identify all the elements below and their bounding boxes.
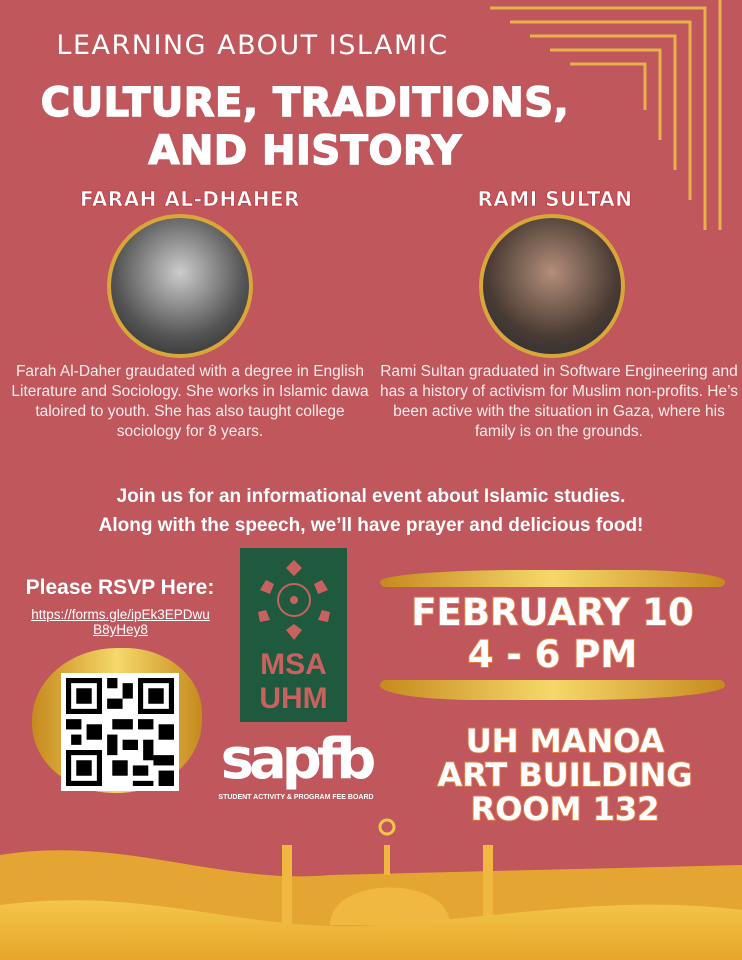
qr-code-icon [66, 678, 174, 786]
speaker-photo-rami [479, 214, 625, 358]
title-line-2: CULTURE, TRADITIONS, [40, 80, 570, 126]
join-text-line-1: Join us for an informational event about Islamic studies. [116, 486, 626, 507]
event-location-line-2: ART BUILDING [437, 756, 693, 794]
mosque-silhouette-decoration [0, 815, 742, 960]
rsvp-link[interactable]: https://forms.gle/ipEk3EPDwuB8yHey8 [31, 607, 210, 637]
rsvp-heading: Please RSVP Here: [25, 576, 215, 599]
speaker-photo-farah [107, 214, 253, 358]
rsvp-qr-code[interactable] [61, 673, 179, 791]
title-line-3: AND HISTORY [148, 128, 462, 174]
msa-text: MSA [260, 648, 327, 681]
sapfb-logo: sapfb [220, 727, 372, 792]
speaker-bio-farah: Farah Al-Daher graudated with a degree in English Literature and Sociology. She works in Islamic dawa taloired to youth. She has also taught college sociology for 8 years. [11, 363, 369, 440]
event-date: FEBRUARY 10 [411, 591, 694, 634]
msa-flower-icon [258, 560, 330, 640]
gold-wave-bottom [380, 680, 725, 700]
msa-uhm-logo [240, 548, 347, 722]
gold-wave-top [380, 570, 725, 587]
uhm-text: UHM [259, 682, 328, 715]
speaker-name-farah: FARAH AL-DHAHER [79, 187, 301, 211]
sapfb-subtitle: STUDENT ACTIVITY & PROGRAM FEE BOARD [218, 794, 374, 801]
event-location-line-1: UH MANOA [465, 722, 665, 760]
speaker-name-rami: RAMI SULTAN [477, 187, 633, 211]
join-text-line-2: Along with the speech, we’ll have prayer and delicious food! [98, 515, 644, 536]
event-time: 4 - 6 PM [467, 633, 638, 676]
event-location-line-3: ROOM 132 [470, 790, 660, 828]
title-line-1: LEARNING ABOUT ISLAMIC [56, 30, 449, 61]
speaker-bio-rami: Rami Sultan graduated in Software Engineering and has a history of activism for Muslim non-profits. He’s been active with the situation in Gaza, where his family is on the grounds. [379, 363, 739, 440]
